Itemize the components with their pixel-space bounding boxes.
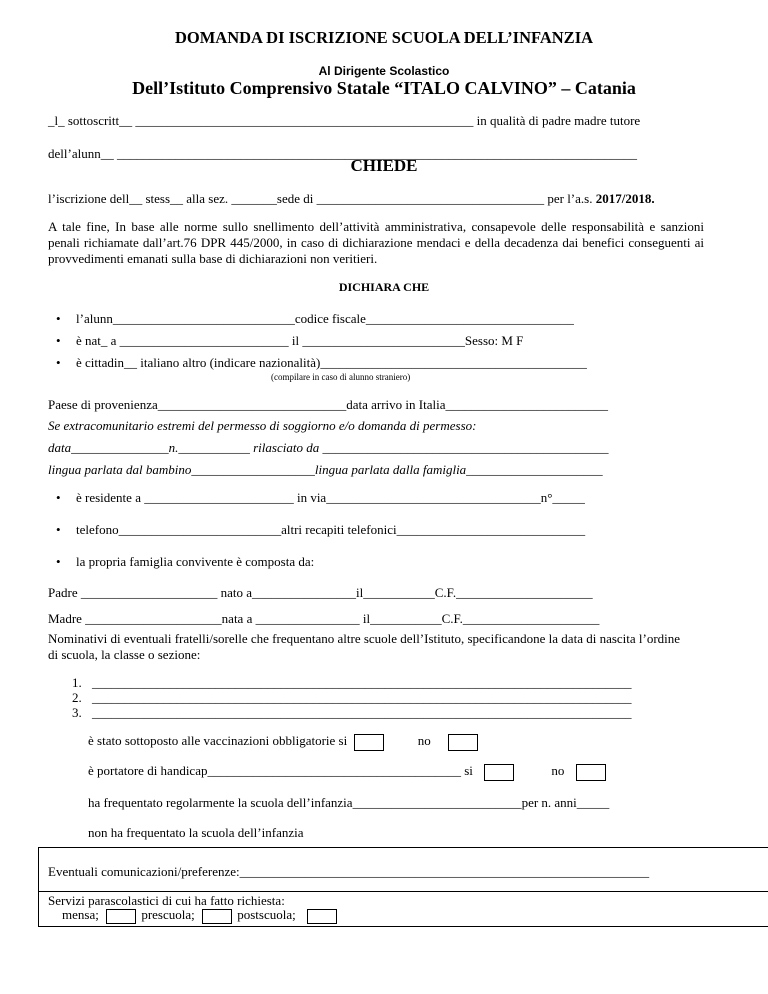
residence-field[interactable]: è residente a _______________________ in via_________________________________n°_____ bbox=[76, 490, 585, 505]
postscuola-checkbox[interactable] bbox=[307, 909, 337, 924]
dichiara-heading: DICHIARA CHE bbox=[338, 280, 430, 294]
handicap-yes-checkbox[interactable] bbox=[484, 764, 514, 781]
vaccination-no-checkbox[interactable] bbox=[448, 734, 478, 751]
family-label: la propria famiglia convivente è composta da: bbox=[76, 554, 315, 569]
signer-role: in qualità di padre madre tutore bbox=[473, 113, 641, 128]
sibling-number: 1. bbox=[72, 675, 82, 690]
not-attended-label: non ha frequentato la scuola dell’infanzia bbox=[88, 825, 304, 840]
prescuola-checkbox[interactable] bbox=[202, 909, 232, 924]
bullet-icon: • bbox=[56, 311, 61, 326]
handicap-row bbox=[88, 763, 606, 781]
foreign-note: (compilare in caso di alunno straniero) bbox=[271, 372, 411, 382]
services-heading: Servizi parascolastici di cui ha fatto richiesta: bbox=[48, 893, 285, 908]
siblings-heading: Nominativi di eventuali fratelli/sorelle che frequentano altre scuole dell’Istituto, specificandone la data di nascita l’ordine di scuola, la classe o sezione: bbox=[48, 631, 681, 662]
bullet-icon: • bbox=[56, 554, 61, 569]
nationality-field[interactable]: è cittadin__ italiano altro (indicare nazionalità)_________________________________________ bbox=[76, 355, 587, 370]
student-name-field[interactable]: dell’alunn__ ________________________________________________________________________________ bbox=[48, 146, 637, 161]
page-title: DOMANDA DI ISCRIZIONE SCUOLA DELL’INFANZIA bbox=[174, 28, 594, 47]
school-year: 2017/2018. bbox=[595, 191, 655, 206]
sibling-number: 3. bbox=[72, 705, 82, 720]
birth-field[interactable]: è nat_ a __________________________ il _________________________Sesso: M F bbox=[76, 333, 524, 348]
sibling-field-3[interactable]: ___________________________________________________________________________________ bbox=[92, 705, 632, 720]
enrollment-line[interactable] bbox=[48, 191, 655, 207]
signer-line[interactable] bbox=[48, 113, 640, 129]
chiede-heading: CHIEDE bbox=[350, 156, 418, 175]
bullet-icon: • bbox=[56, 355, 61, 370]
attended-field[interactable]: ha frequentato regolarmente la scuola dell’infanzia__________________________per n. anni_____ bbox=[88, 795, 610, 810]
sibling-number: 2. bbox=[72, 690, 82, 705]
vaccination-row bbox=[88, 733, 478, 751]
origin-field[interactable]: Paese di provenienza_____________________________data arrivo in Italia_________________________ bbox=[48, 397, 608, 412]
handicap-no-label: no bbox=[551, 763, 565, 778]
postscuola-label: postscuola; bbox=[237, 907, 296, 922]
mensa-checkbox[interactable] bbox=[106, 909, 136, 924]
preferences-field[interactable]: Eventuali comunicazioni/preferenze:_______________________________________________________________ bbox=[48, 864, 650, 879]
prescuola-label: prescuola; bbox=[141, 907, 195, 922]
bullet-icon: • bbox=[56, 333, 61, 348]
sibling-field-1[interactable]: ___________________________________________________________________________________ bbox=[92, 675, 632, 690]
vaccination-no-label: no bbox=[417, 733, 431, 748]
signer-field[interactable]: _l_ sottoscritt__ ____________________________________________________ bbox=[48, 113, 474, 128]
institute-name: Dell’Istituto Comprensivo Statale “ITALO CALVINO” – Catania bbox=[132, 78, 636, 98]
handicap-label[interactable]: è portatore di handicap_______________________________________ si bbox=[88, 763, 473, 778]
permit-field[interactable]: data_______________n.___________ rilasciato da ____________________________________________ bbox=[48, 440, 609, 455]
divider bbox=[38, 891, 768, 892]
language-field[interactable]: lingua parlata dal bambino___________________lingua parlata dalla famiglia_____________________ bbox=[48, 462, 603, 477]
permit-heading: Se extracomunitario estremi del permesso di soggiorno e/o domanda di permesso: bbox=[48, 418, 477, 433]
mensa-label: mensa; bbox=[62, 907, 99, 922]
father-field[interactable]: Padre _____________________ nato a________________il___________C.F._____________________ bbox=[48, 585, 593, 600]
phone-field[interactable]: telefono_________________________altri recapiti telefonici_____________________________ bbox=[76, 522, 586, 537]
student-tax-code-field[interactable]: l’alunn____________________________codice fiscale________________________________ bbox=[76, 311, 574, 326]
declaration-paragraph: A tale fine, In base alle norme sullo snellimento dell’attività amministrativa, consapevole delle responsabilità e sanzioni penali richiamate dall’art.76 DPR 445/2000, in caso di dichiarazione mendaci e della decadenza dai benefici conseguenti ai provvedimenti emanati sulla base di dichiarazioni non veritieri. bbox=[48, 219, 704, 266]
bullet-icon: • bbox=[56, 522, 61, 537]
enrollment-field[interactable]: l’iscrizione dell__ stess__ alla sez. _______sede di ___________________________________ per l’a.s. bbox=[48, 191, 596, 206]
sibling-field-2[interactable]: ___________________________________________________________________________________ bbox=[92, 690, 632, 705]
vaccination-yes-checkbox[interactable] bbox=[354, 734, 384, 751]
vaccination-label: è stato sottoposto alle vaccinazioni obbligatorie si bbox=[88, 733, 348, 748]
recipient: Al Dirigente Scolastico bbox=[318, 64, 450, 78]
bullet-icon: • bbox=[56, 490, 61, 505]
divider bbox=[38, 847, 39, 926]
divider bbox=[38, 926, 768, 927]
divider bbox=[38, 847, 768, 848]
services-row bbox=[62, 907, 337, 924]
mother-field[interactable]: Madre _____________________nata a ________________ il___________C.F._____________________ bbox=[48, 611, 600, 626]
handicap-no-checkbox[interactable] bbox=[576, 764, 606, 781]
